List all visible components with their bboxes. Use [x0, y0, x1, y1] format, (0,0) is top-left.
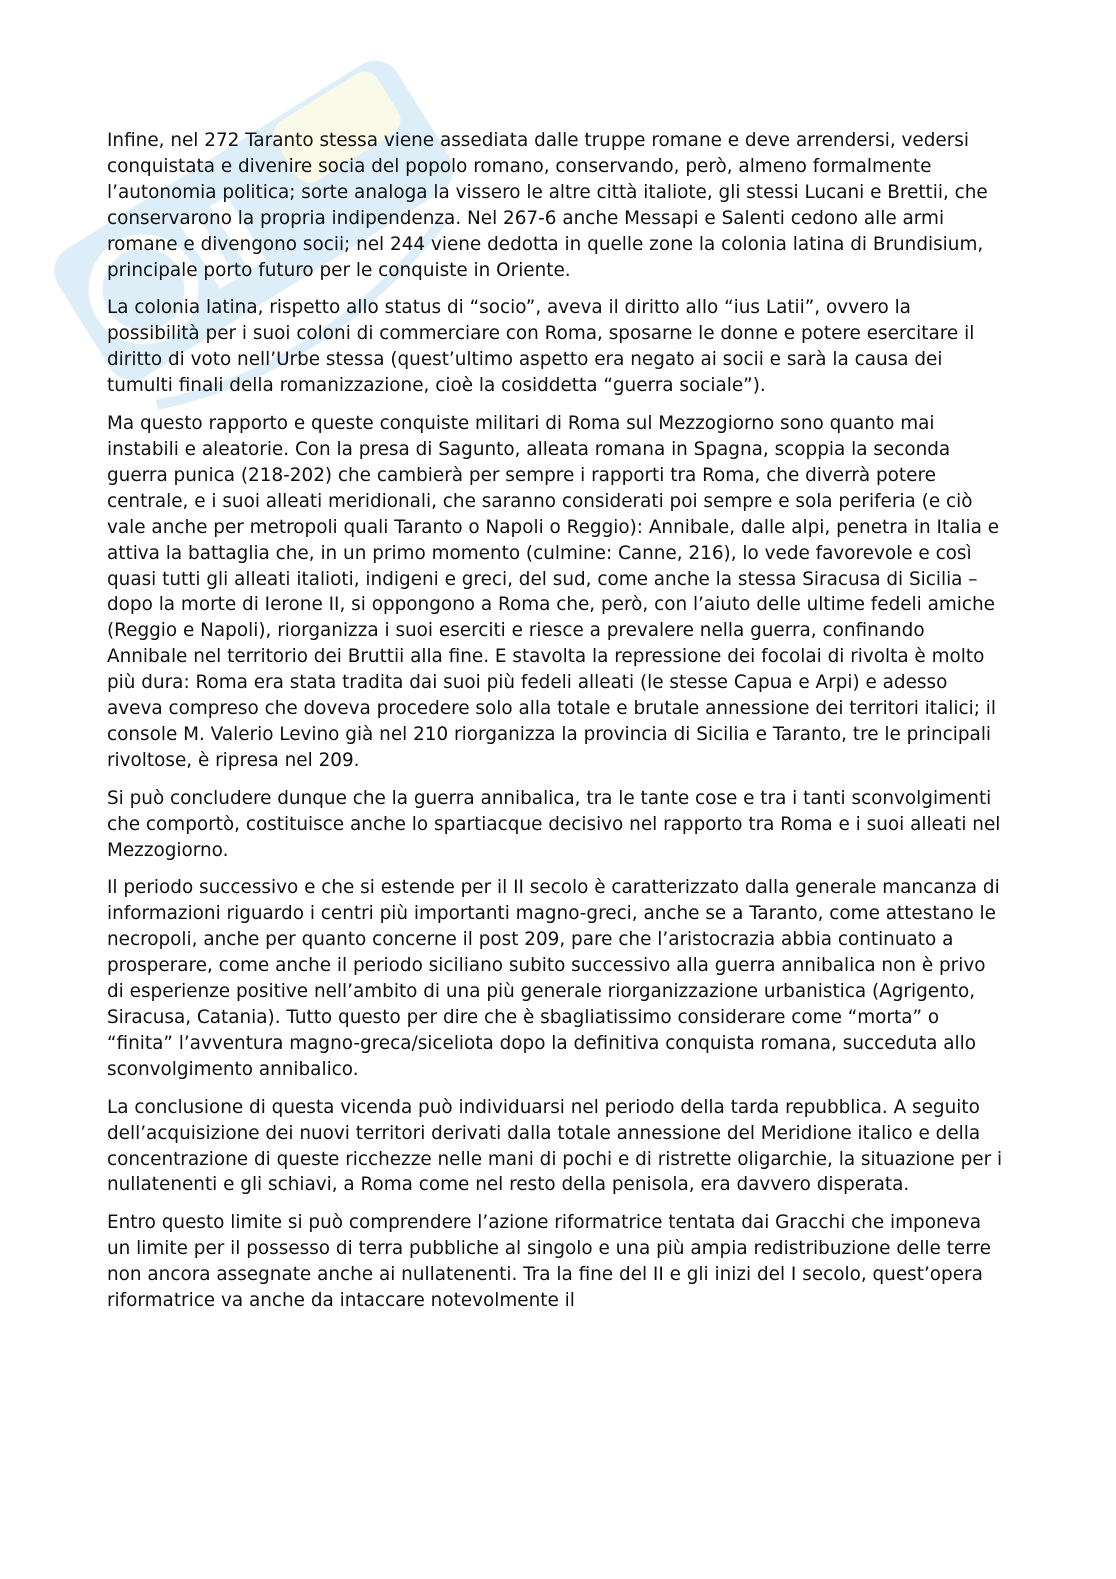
paragraph: La conclusione di questa vicenda può individuarsi nel periodo della tarda repubblica. A seguito dell’acquisizione dei nuovi territori derivati dalla totale annessione del Meridione italico e della concentrazione di queste ricchezze nelle mani di pochi e di ristrette oligarchie, la situazione per i nullatenenti e gli schiavi, a Roma come nel resto della penisola, era davvero disperata. [107, 1096, 1003, 1196]
paragraph: Ma questo rapporto e queste conquiste militari di Roma sul Mezzogiorno sono quanto mai instabili e aleatorie. Con la presa di Sagunto, alleata romana in Spagna, scoppia la seconda guerra punica (218-202) che cambierà per sempre i rapporti tra Roma, che diverrà potere centrale, e i suoi alleati meridionali, che saranno considerati poi sempre e sola periferia (e ciò vale anche per metropoli quali Taranto o Napoli o Reggio): Annibale, dalle alpi, penetra in Italia e attiva la battaglia che, in un primo momento (culmine: Canne, 216), lo vede favorevole e così quasi tutti gli alleati italioti, indigeni e greci, del sud, come anche la stessa Siracusa di Sicilia – dopo la morte di Ierone II, si oppongono a Roma che, però, con l’aiuto delle ultime fedeli amiche (Reggio e Napoli), riorganizza i suoi eserciti e riesce a prevalere nella guerra, confinando Annibale nel territorio dei Bruttii alla fine. E stavolta la repressione dei focolai di rivolta è molto più dura: Roma era stata tradita dai suoi più fedeli alleati (le stesse Capua e Arpi) e adesso aveva compreso che doveva procedere solo alla totale e brutale annessione dei territori italici; il console M. Valerio Levino già nel 210 riorganizza la provincia di Sicilia e Taranto, tre le principali rivoltose, è ripresa nel 209. [107, 413, 1000, 771]
paragraph: Si può concludere dunque che la guerra annibalica, tra le tante cose e tra i tanti sconvolgimenti che comportò, costituisce anche lo spartiacque decisivo nel rapporto tra Roma e i suoi alleati nel Mezzogiorno. [107, 787, 1001, 861]
paragraph: Il periodo successivo e che si estende per il II secolo è caratterizzato dalla generale mancanza di informazioni riguardo i centri più importanti magno-greci, anche se a Taranto, come attestano le necropoli, anche per quanto concerne il post 209, pare che l’aristocrazia abbia continuato a prosperare, come anche il periodo siciliano subito successivo alla guerra annibalica non è privo di esperienze positive nell’ambito di una più generale riorganizzazione urbanistica (Agrigento, Siracusa, Catania). Tutto questo per dire che è sbagliatissimo considerare come “morta” o “finita” l’avventura magno-greca/siceliota dopo la definitiva conquista romana, succeduta allo sconvolgimento annibalico. [107, 877, 1000, 1080]
document-body [107, 128, 1007, 1326]
paragraph: Infine, nel 272 Taranto stessa viene assediata dalle truppe romane e deve arrendersi, vedersi conquistata e divenire socia del popolo romano, conservando, però, almeno formalmente l’autonomia politica; sorte analoga la vissero le altre città italiote, gli stessi Lucani e Brettii, che conservarono la propria indipendenza. Nel 267-6 anche Messapi e Salenti cedono alle armi romane e divengono socii; nel 244 viene dedotta in quelle zone la colonia latina di Brundisium, principale porto futuro per le conquiste in Oriente. [107, 130, 988, 281]
paragraph: La colonia latina, rispetto allo status di “socio”, aveva il diritto allo “ius Latii”, ovvero la possibilità per i suoi coloni di commerciare con Roma, sposarne le donne e potere esercitare il diritto di voto nell’Urbe stessa (quest’ultimo aspetto era negato ai socii e sarà la causa dei tumulti finali della romanizzazione, cioè la cosiddetta “guerra sociale”). [107, 297, 975, 397]
paragraph: Entro questo limite si può comprendere l’azione riformatrice tentata dai Gracchi che imponeva un limite per il possesso di terra pubbliche al singolo e una più ampia redistribuzione delle terre non ancora assegnate anche ai nullatenenti. Tra la fine del II e gli inizi del I secolo, quest’opera riformatrice va anche da intaccare notevolmente il [107, 1212, 991, 1312]
